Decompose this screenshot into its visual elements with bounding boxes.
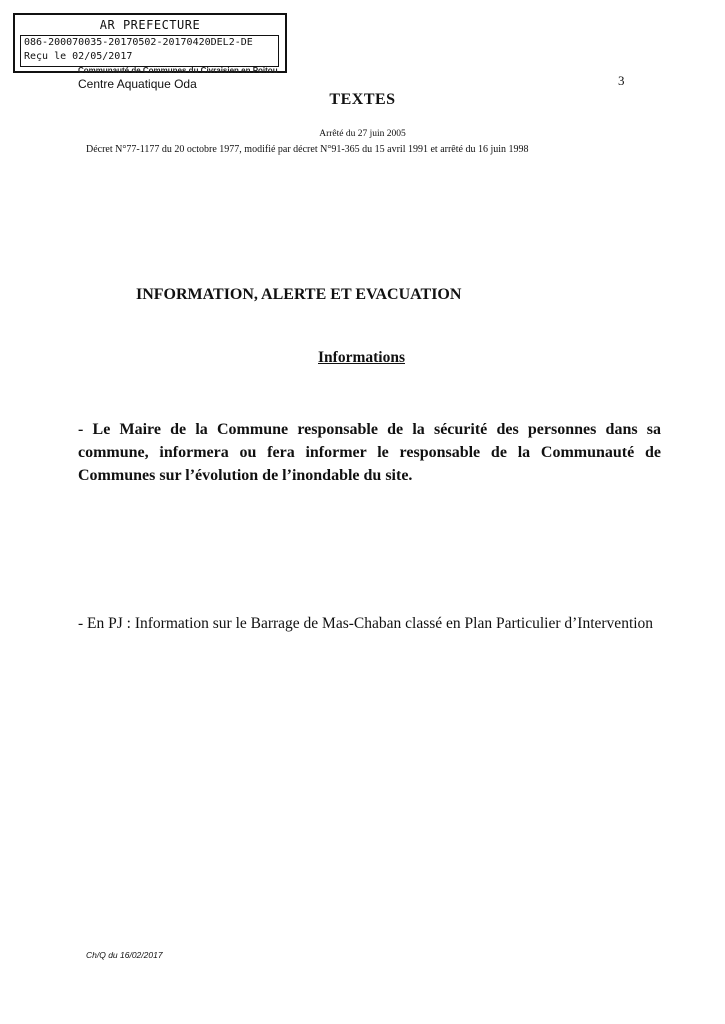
header-organization: Centre Aquatique Oda: [78, 77, 197, 91]
attachment-paragraph: - En PJ : Information sur le Barrage de Mas-Chaban classé en Plan Particulier d’Intervention: [78, 615, 654, 632]
stamp-reference: 086-200070035-20170502-20170420DEL2-DE: [24, 37, 253, 48]
prefecture-receipt-stamp: [13, 13, 287, 73]
page-number: 3: [618, 73, 625, 88]
stamp-received-date: Reçu le 02/05/2017: [24, 51, 133, 62]
page-title: TEXTES: [329, 91, 396, 108]
information-paragraph: - Le Maire de la Commune responsable de la sécurité des personnes dans sa commune, informera ou fera informer le responsable de la Communauté de Communes sur l’évolution de l’inondable du site.: [78, 421, 661, 484]
stamp-title: AR PREFECTURE: [99, 18, 201, 32]
legal-reference-2: Décret N°77-1177 du 20 octobre 1977, modifié par décret N°91-365 du 15 avril 1991 et arrêté du 16 juin 1998: [86, 144, 529, 155]
legal-reference-1: Arrêté du 27 juin 2005: [319, 129, 406, 139]
footer-version: Ch/Q du 16/02/2017: [86, 950, 163, 960]
section-title: INFORMATION, ALERTE ET EVACUATION: [136, 286, 462, 303]
header-organization-cut: Communauté de Communes du Civraisien en Poitou: [78, 66, 278, 73]
stamp-details-box: [20, 35, 279, 67]
section-subheading: Informations: [318, 349, 405, 366]
